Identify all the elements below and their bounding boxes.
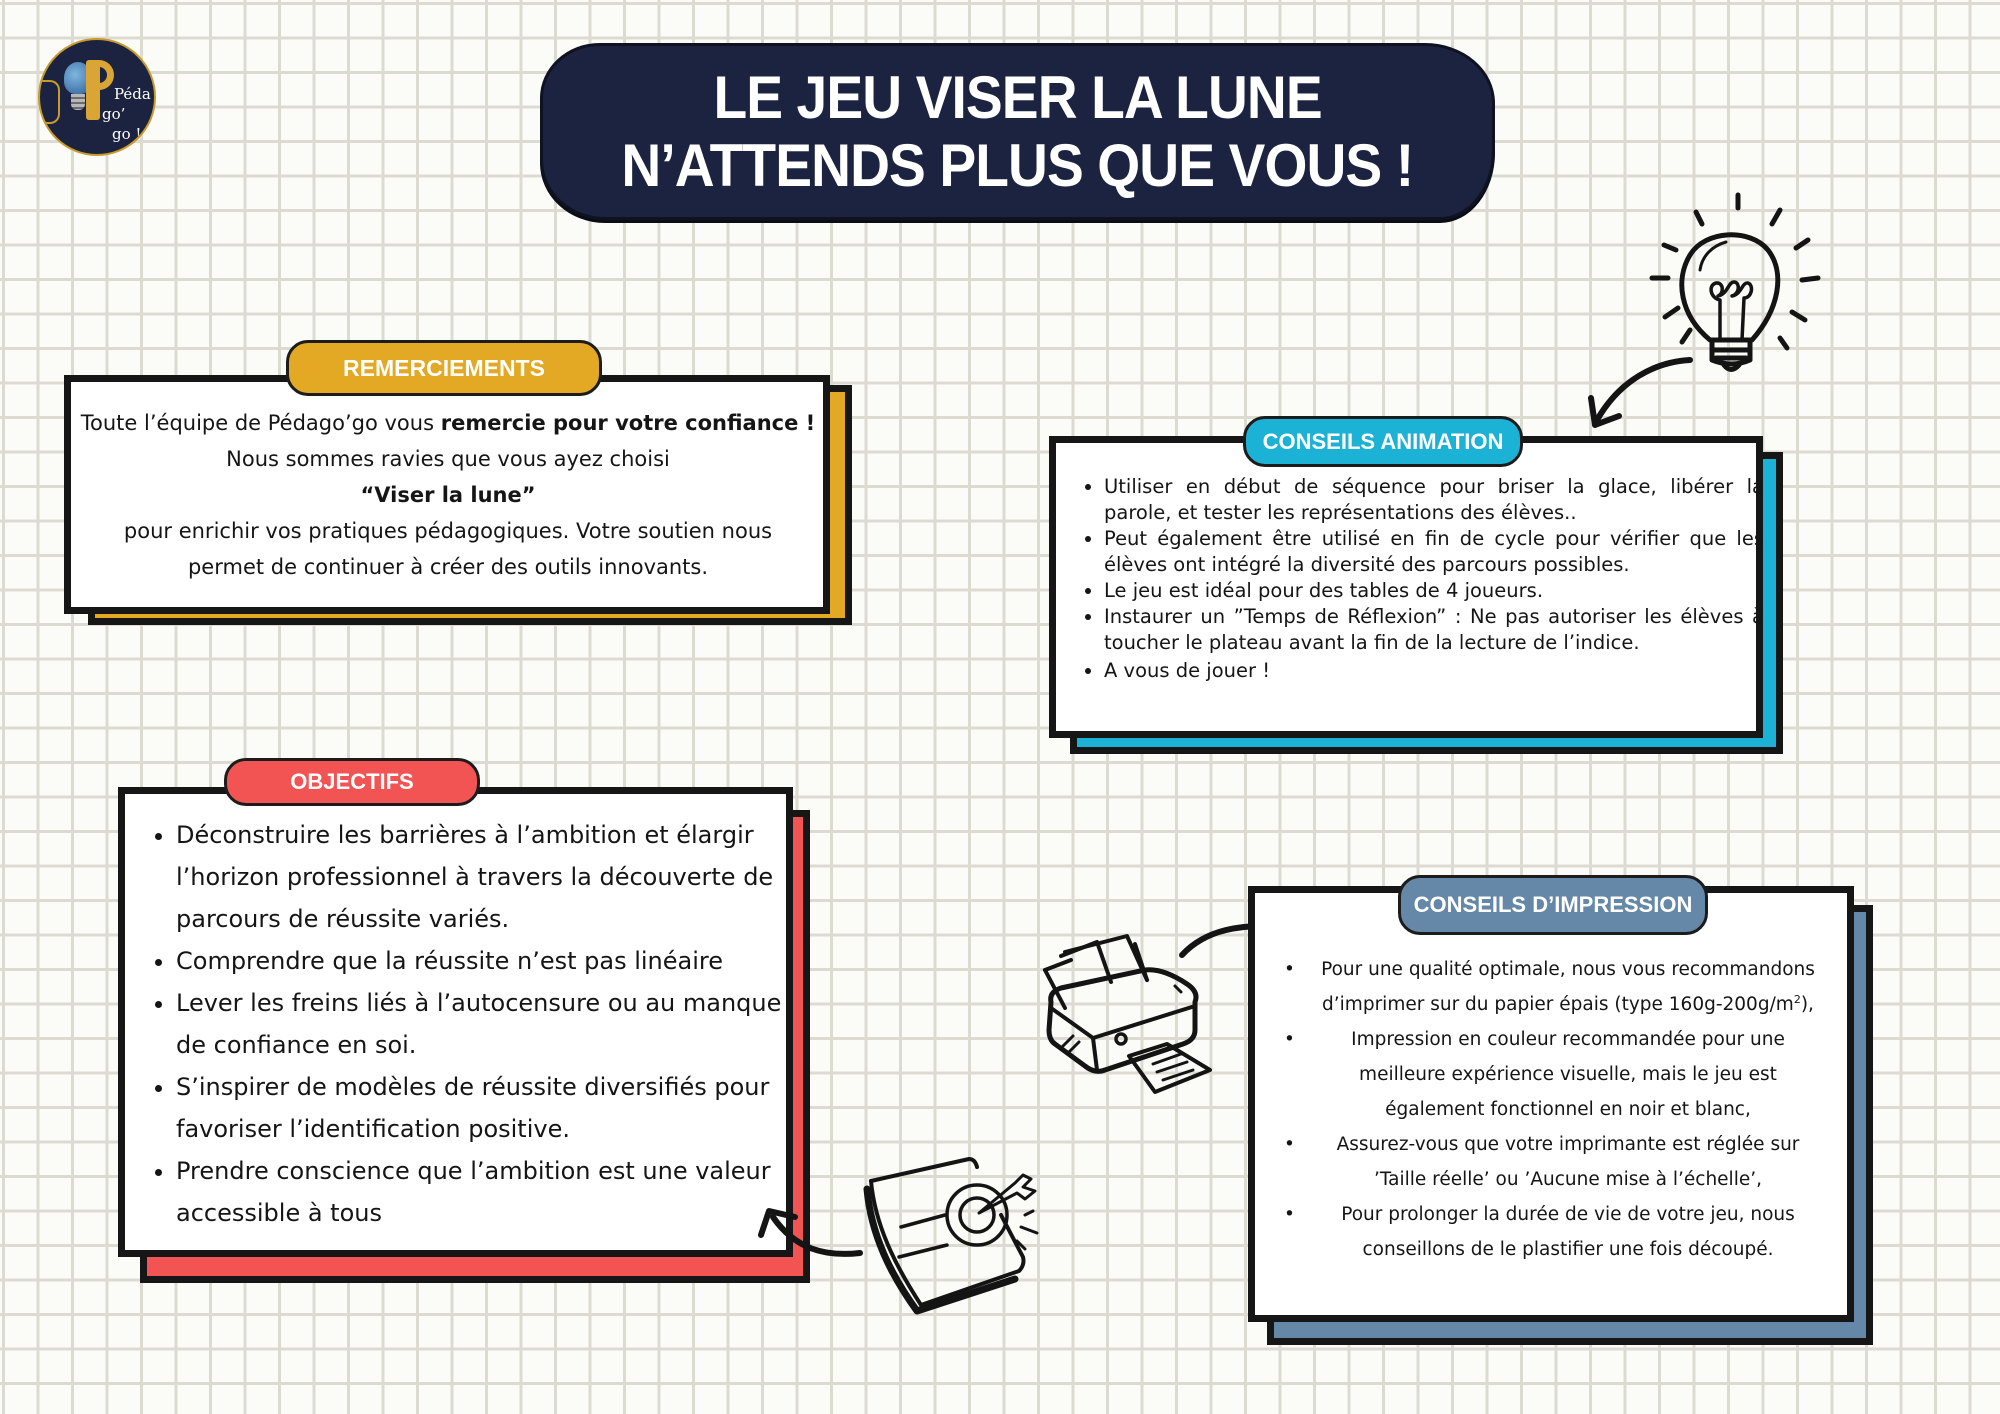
objectifs-list	[142, 814, 806, 1234]
list-item: • Peut également être utilisé en fin de cycle pour vérifier que les élèves ont intégré la diversité des parcours possibles.	[1104, 526, 1764, 578]
title-line-1: LE JEU VISER LA LUNE	[713, 63, 1322, 131]
animation-label: CONSEILS ANIMATION	[1243, 416, 1523, 467]
remerciements-game-name: “Viser la lune”	[360, 483, 536, 507]
target-document-icon	[865, 1145, 1055, 1315]
logo-text-line3: go !	[112, 125, 142, 143]
remerciements-line-2: Nous sommes ravies que vous ayez choisi	[226, 447, 670, 471]
remerciements-line-1: Toute l’équipe de Pédago’go vous remercie pour votre confiance !	[80, 411, 816, 435]
list-item: • Comprendre que la réussite n’est pas linéaire	[176, 940, 806, 982]
logo-p-bowl	[90, 60, 114, 90]
list-item: • Déconstruire les barrières à l’ambition et élargir l’horizon professionnel à travers la découverte de parcours de réussite variés.	[176, 814, 806, 940]
puzzle-piece-icon	[38, 80, 60, 124]
title-line-2: N’ATTENDS PLUS QUE VOUS !	[621, 131, 1414, 199]
pedagogo-logo	[38, 38, 156, 156]
list-item: • S’inspirer de modèles de réussite diversifiés pour favoriser l’identification positive.	[176, 1066, 806, 1150]
remerciements-line-4: pour enrichir vos pratiques pédagogiques. Votre soutien nous	[123, 519, 773, 543]
list-item: • Impression en couleur recommandée pour une meilleure expérience visuelle, mais le jeu est également fonctionnel en noir et blanc,	[1278, 1022, 1818, 1127]
list-item: • Instaurer un ”Temps de Réflexion” : Ne pas autoriser les élèves à toucher le plateau avant la fin de la lecture de l’indice.	[1104, 604, 1764, 656]
remerciements-line-5: permet de continuer à créer des outils innovants.	[187, 555, 709, 579]
curved-arrow-icon	[755, 1205, 865, 1265]
list-item: • Pour prolonger la durée de vie de votre jeu, nous conseillons de le plastifier une fois découpé.	[1278, 1197, 1818, 1267]
list-item: • Le jeu est idéal pour des tables de 4 joueurs.	[1104, 578, 1764, 604]
list-item: • Assurez-vous que votre imprimante est réglée sur ’Taille réelle’ ou ’Aucune mise à l’échelle’,	[1278, 1127, 1818, 1197]
logo-text-line2: go’	[102, 105, 126, 123]
remerciements-label: REMERCIEMENTS	[286, 340, 602, 396]
curved-arrow-icon	[1585, 350, 1695, 440]
impression-list	[1278, 952, 1818, 1267]
title-banner	[540, 43, 1495, 220]
animation-list	[1080, 474, 1764, 684]
remerciements-text	[80, 405, 816, 585]
list-item: • A vous de jouer !	[1104, 658, 1764, 684]
list-item: • Utiliser en début de séquence pour briser la glace, libérer la parole, et tester les représentations des élèves..	[1104, 474, 1764, 526]
list-item: • Pour une qualité optimale, nous vous recommandons d’imprimer sur du papier épais (type $160g-200g/m^2$),	[1278, 952, 1818, 1022]
objectifs-label: OBJECTIFS	[224, 758, 480, 806]
list-item: • Lever les freins liés à l’autocensure ou au manque de confiance en soi.	[176, 982, 806, 1066]
bulb-base-icon	[71, 94, 85, 110]
list-item: • Prendre conscience que l’ambition est une valeur accessible à tous	[176, 1150, 806, 1234]
impression-label: CONSEILS D’IMPRESSION	[1398, 875, 1708, 935]
logo-text-line1: Péda	[114, 85, 151, 103]
